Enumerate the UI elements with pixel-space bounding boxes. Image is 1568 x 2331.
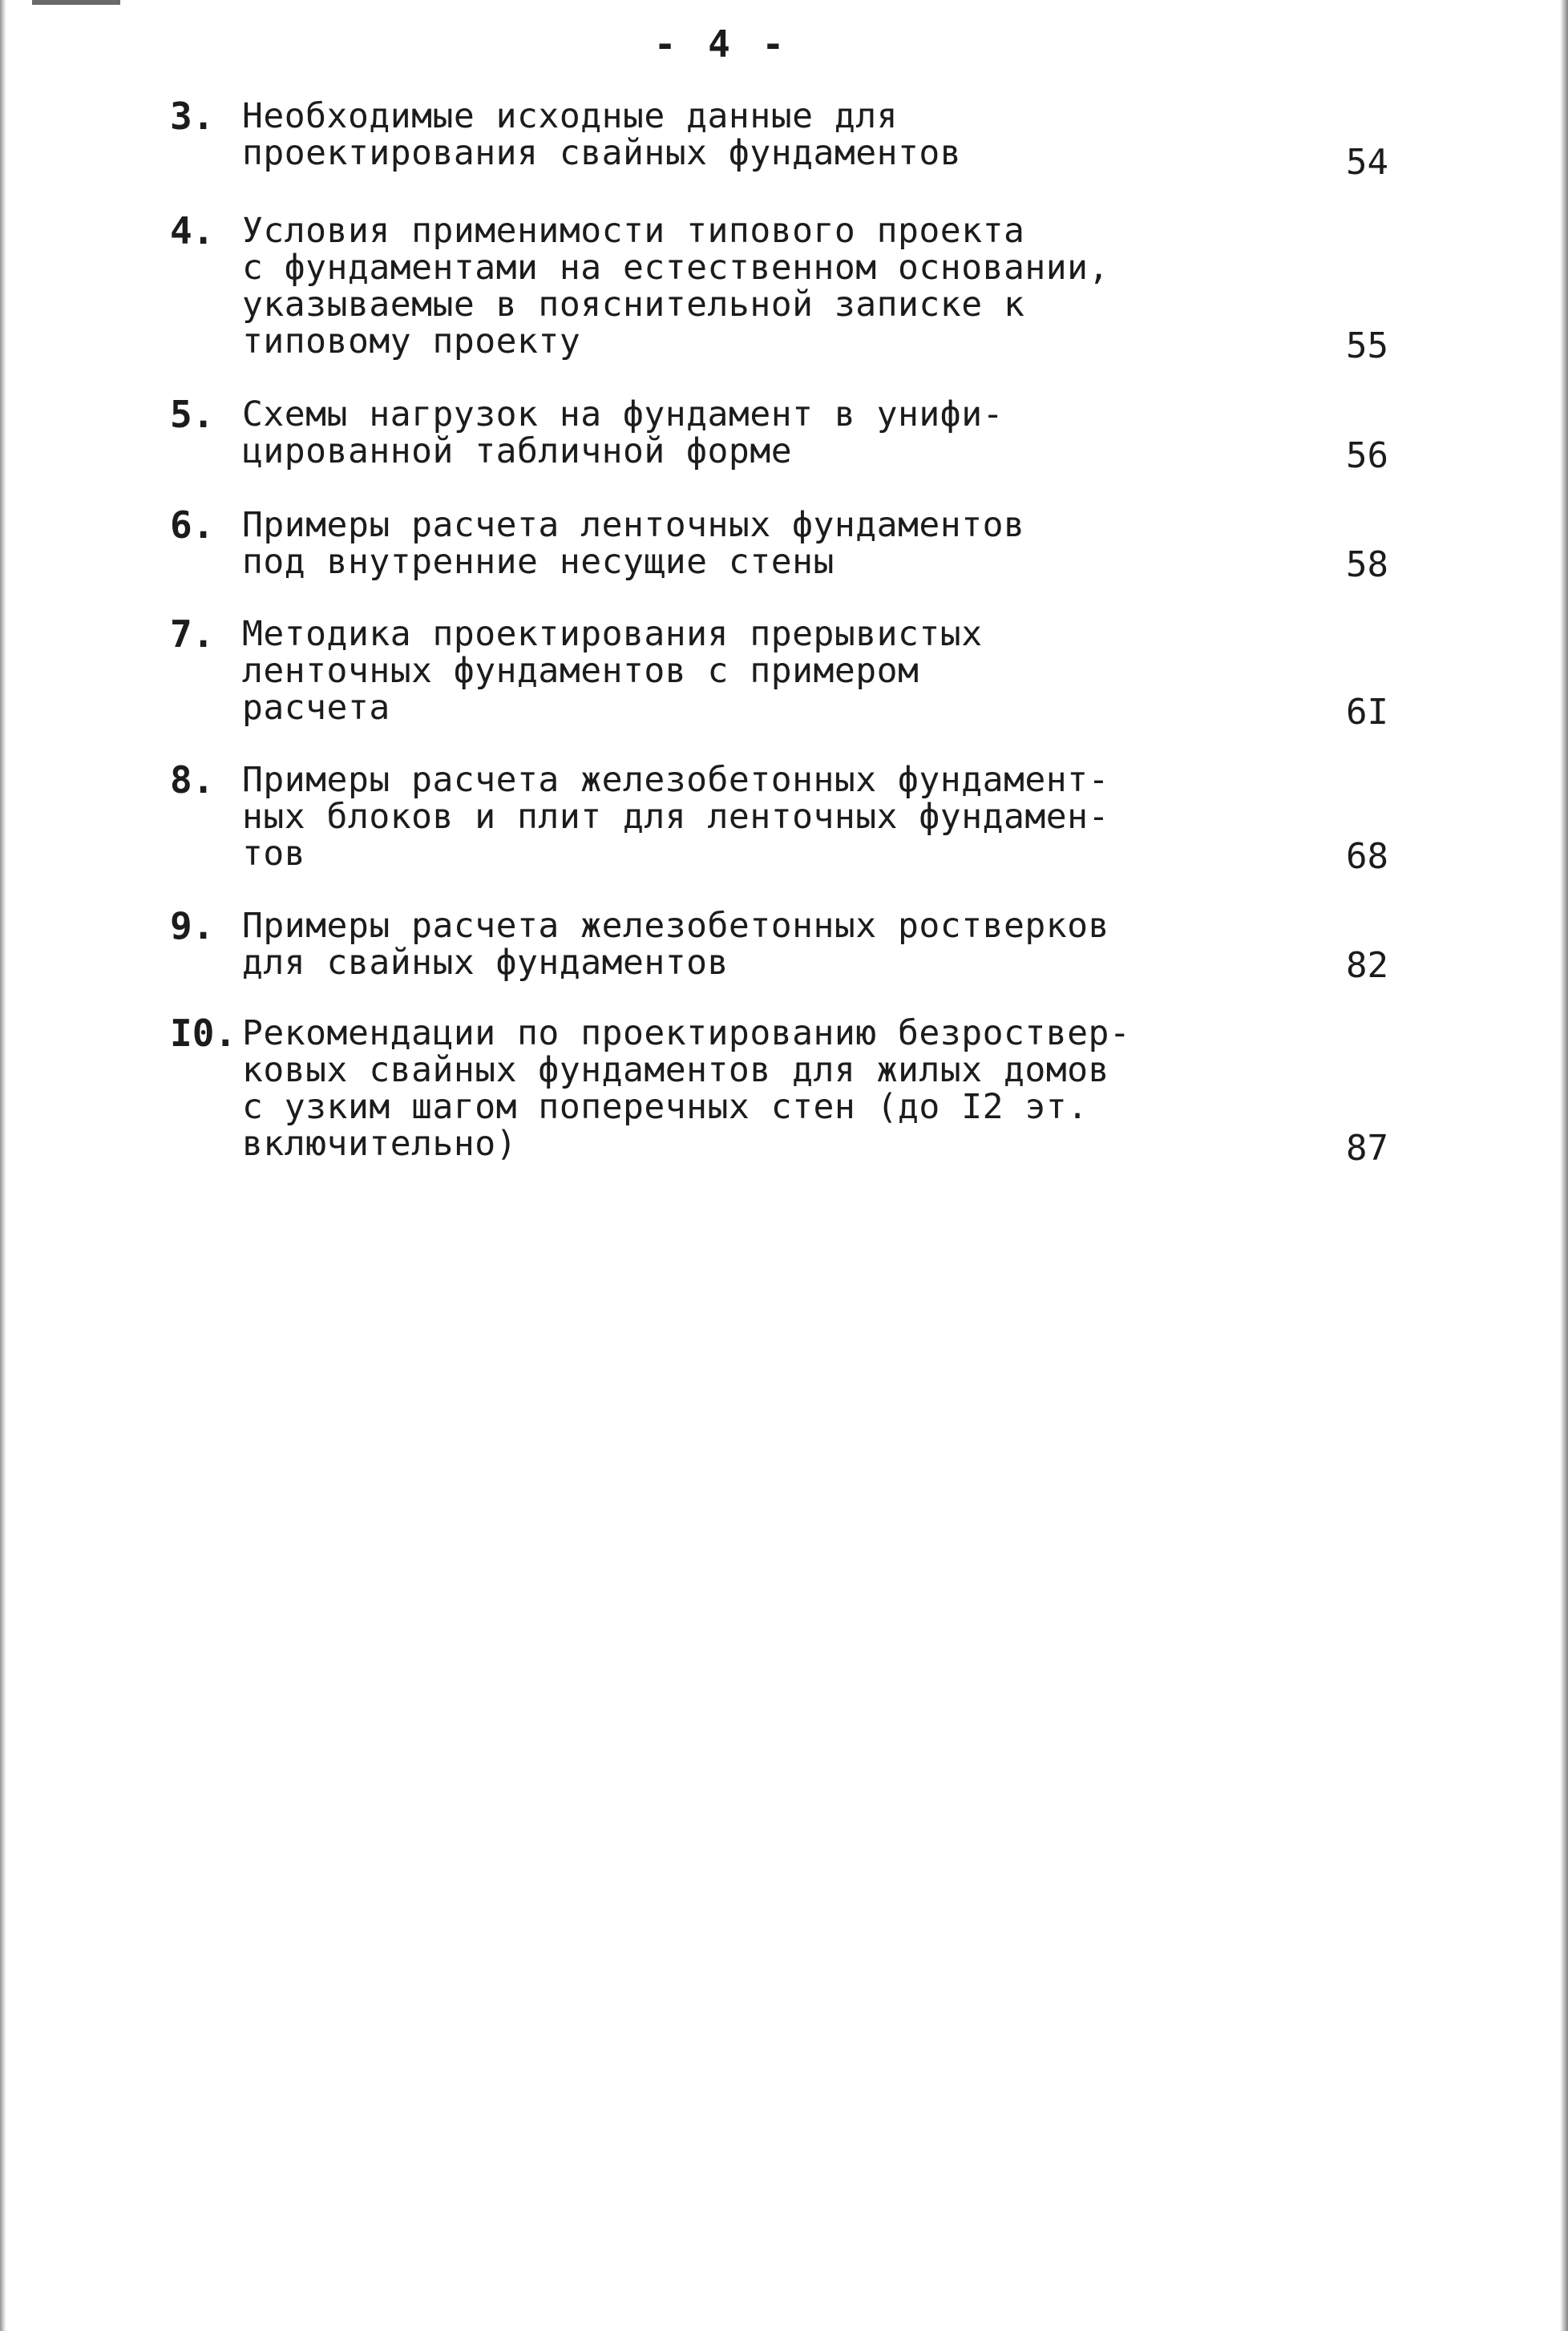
toc-entry-title: Методика проектирования прерывистых ленточных фундаментов с примером расчета xyxy=(242,614,983,728)
toc-entry-page: 54 xyxy=(1346,142,1388,183)
toc-entry-title: Схемы нагрузок на фундамент в унифи- цированной табличной форме xyxy=(242,394,1004,471)
toc-entry-number: 9. xyxy=(170,904,215,947)
scan-edge-left xyxy=(0,0,6,2331)
toc-entry-page: 82 xyxy=(1346,945,1388,986)
toc-entry-page: 58 xyxy=(1346,544,1388,585)
toc-entry xyxy=(170,904,1396,996)
toc-entry-number: I0. xyxy=(170,1012,237,1055)
toc-entry-title: Примеры расчета железобетонных фундамент- ных блоков и плит для ленточных фундамен- тов xyxy=(242,760,1109,874)
toc-entry xyxy=(170,95,1396,186)
toc-entry-number: 8. xyxy=(170,758,215,802)
toc-entry-number: 5. xyxy=(170,393,215,436)
toc-entry xyxy=(170,393,1396,484)
toc-entry-page: 56 xyxy=(1346,435,1388,476)
toc-entry-title: Примеры расчета железобетонных ростверков для свайных фундаментов xyxy=(242,906,1109,983)
toc-entry-number: 3. xyxy=(170,95,215,138)
toc-entry-title: Необходимые исходные данные для проектирования свайных фундаментов xyxy=(242,96,962,173)
toc-entry-page: 87 xyxy=(1346,1128,1388,1169)
toc-entry-number: 7. xyxy=(170,612,215,656)
scan-corner-mark xyxy=(32,0,120,5)
toc-entry-page: 68 xyxy=(1346,836,1388,877)
toc-entry-title: Рекомендации по проектированию безроствер- ковых свайных фундаментов для жилых домов с узким шагом поперечных стен (до I2 эт. включительно) xyxy=(242,1013,1131,1164)
toc-entry xyxy=(170,758,1396,890)
toc-entry-number: 6. xyxy=(170,503,215,547)
toc-entry-title: Примеры расчета ленточных фундаментов под внутренние несущие стены xyxy=(242,505,1025,582)
toc-entry-title: Условия применимости типового проекта с фундаментами на естественном основании, указываемые в пояснительной записке к типовому проекту xyxy=(242,211,1109,362)
toc-entry-number: 4. xyxy=(170,209,215,252)
toc-entry-page: 6I xyxy=(1346,692,1388,733)
toc-entry xyxy=(170,1012,1396,1175)
toc-entry xyxy=(170,503,1396,595)
toc-entry xyxy=(170,612,1396,744)
toc-entry xyxy=(170,209,1396,373)
page-number: - 4 - xyxy=(653,22,790,66)
toc-entry-page: 55 xyxy=(1346,325,1388,366)
scan-edge-right xyxy=(1560,0,1568,2331)
